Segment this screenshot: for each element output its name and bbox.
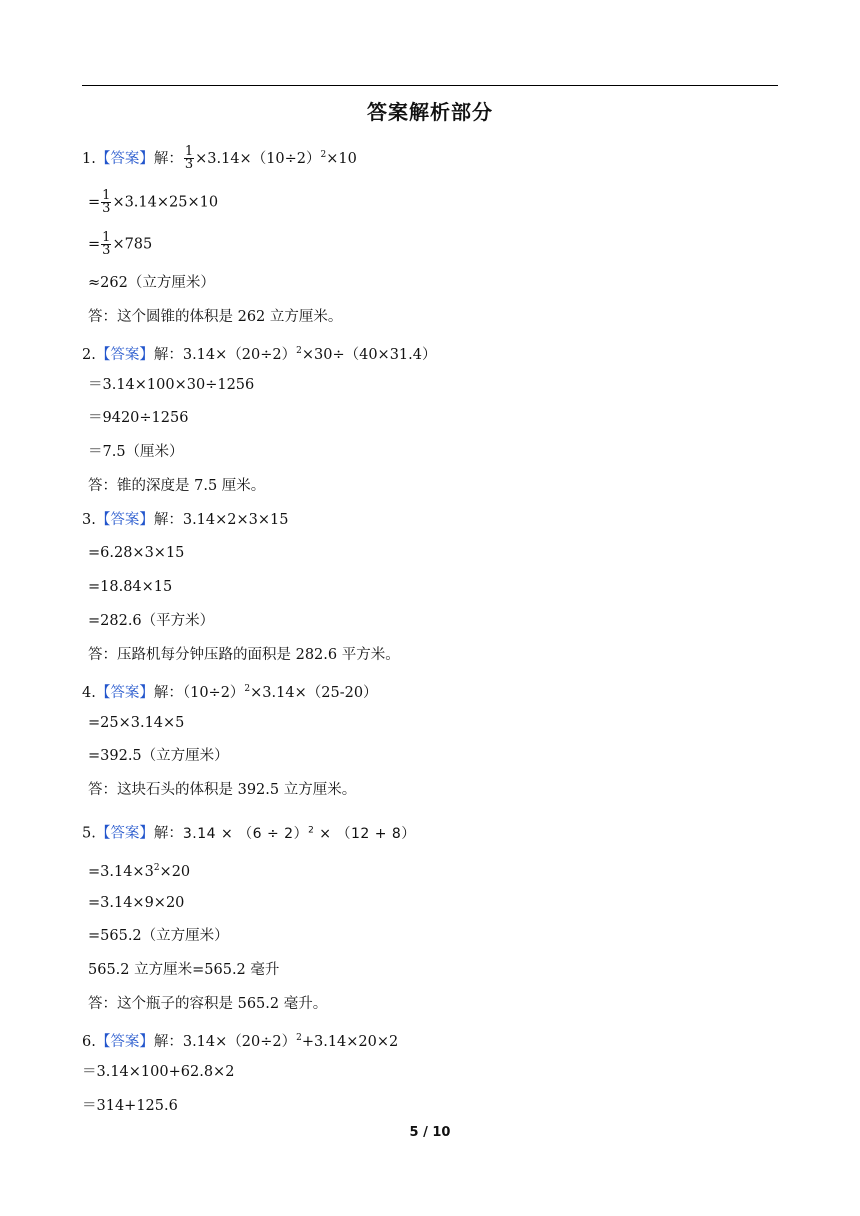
q2-line-4: ＝7.5（厘米） [88, 444, 184, 460]
q1-line-2: = $\frac{1}{3}$ ×3.14×25×10 [88, 188, 219, 216]
q3-line-1: 3.【答案】解：3.14×2×3×15 [82, 512, 289, 528]
q1-line-3: = $\frac{1}{3}$ ×785 [88, 230, 153, 258]
page-number: 5 / 10 [409, 1125, 451, 1140]
q2-line-2: ＝3.14×100×30÷1256 [88, 377, 255, 393]
q5-answer: 答：这个瓶子的容积是 565.2 毫升。 [88, 996, 328, 1012]
q1-answer-tag: 【答案】 [95, 150, 154, 167]
q1-solve-label: 解： [153, 150, 183, 167]
header-rule [82, 85, 778, 86]
q1-line-4: ≈262（立方厘米） [88, 275, 215, 291]
q2-line-1: 2.【答案】解：$3.14\times(20\div 2)^2\times 30\div(40\times 31.4)$ [82, 346, 437, 363]
q4-line-1: 4.【答案】解：$(10\div 2)^2\times 3.14\times(25-20)$ [82, 684, 378, 701]
q4-line-3: =392.5（立方厘米） [88, 748, 229, 764]
q3-line-2: =6.28×3×15 [88, 545, 185, 561]
q1-answer: 答：这个圆锥的体积是 262 立方厘米。 [88, 309, 343, 325]
q1-fraction-3: $\frac{1}{3}$ [102, 230, 111, 258]
q6-answer-tag: 【答案】 [95, 1033, 154, 1050]
q3-line-3: =18.84×15 [88, 579, 173, 595]
q5-line-5: 565.2 立方厘米=565.2 毫升 [88, 962, 280, 978]
q5-formula: $3.14 \times (6 \div 2)^2 \times (12 + 8)$ [182, 825, 416, 842]
q2-answer: 答：锥的深度是 7.5 厘米。 [88, 478, 266, 494]
q2-answer-tag: 【答案】 [95, 346, 154, 363]
q4-answer: 答：这块石头的体积是 392.5 立方厘米。 [88, 782, 357, 798]
q6-line-2: ＝3.14×100+62.8×2 [82, 1064, 235, 1080]
q3-answer: 答：压路机每分钟压路的面积是 282.6 平方米。 [88, 647, 400, 663]
q1-fraction-2: $\frac{1}{3}$ [102, 188, 111, 216]
q5-answer-tag: 【答案】 [95, 825, 154, 842]
q3-answer-tag: 【答案】 [95, 512, 154, 528]
q3-line-4: =282.6（平方米） [88, 613, 215, 629]
q1-line-1: 1.【答案】解： $\frac{1}{3}$ $\times 3.14\times(10\div 2)^2\times 10$ [82, 144, 357, 173]
q5-line-4: =565.2（立方厘米） [88, 928, 229, 944]
q4-answer-tag: 【答案】 [95, 684, 154, 701]
q5-line-2: $=3.14\times 3^2\times 20$ [88, 863, 191, 880]
q1-fraction: $\frac{1}{3}$ [184, 144, 194, 173]
q2-line-3: ＝9420÷1256 [88, 410, 189, 426]
q5-line-1: 5.【答案】解：$3.14 \times (6 \div 2)^2 \times (12 + 8)$ [82, 825, 416, 842]
q4-line-2: =25×3.14×5 [88, 715, 185, 731]
q5-line-3: =3.14×9×20 [88, 895, 185, 911]
q6-line-1: 6.【答案】解：$3.14\times(20\div 2)^2+3.14\times 20\times 2$ [82, 1033, 399, 1050]
page-title: 答案解析部分 [367, 100, 493, 124]
q6-line-3: ＝314+125.6 [82, 1098, 178, 1114]
q1-number: 1. [82, 150, 96, 167]
